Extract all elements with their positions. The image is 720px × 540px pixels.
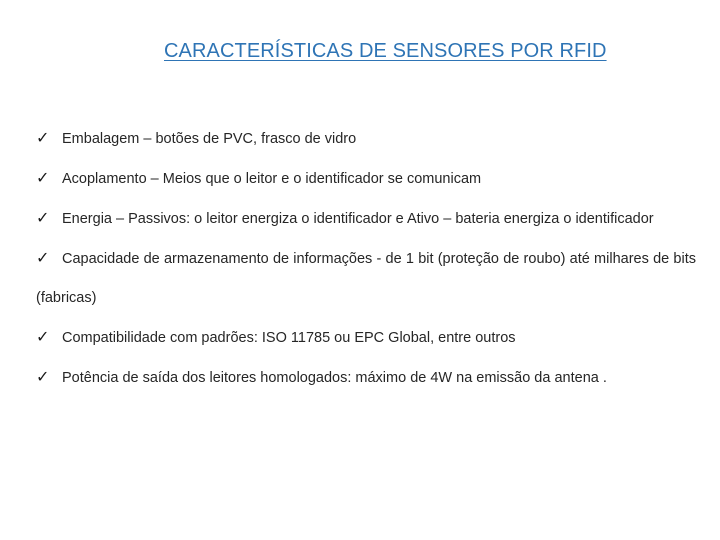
bullet-item (36, 318, 696, 358)
bullet-text: Acoplamento – Meios que o leitor e o identificador se comunicam (62, 171, 482, 187)
bullet-item (36, 199, 696, 239)
bullet-item (36, 119, 696, 159)
check-mark-icon: ✓ (36, 329, 50, 346)
check-mark-icon: ✓ (36, 130, 50, 147)
bullet-text: Compatibilidade com padrões: ISO 11785 ou EPC Global, entre outros (62, 330, 516, 346)
check-mark-icon: ✓ (36, 250, 50, 267)
check-mark-icon: ✓ (36, 369, 50, 386)
bullet-item (36, 358, 696, 398)
check-mark-icon: ✓ (36, 210, 50, 227)
slide-title: CARACTERÍSTICAS DE SENSORES POR RFID (164, 40, 607, 62)
bullet-item (36, 159, 696, 199)
bullet-text: Capacidade de armazenamento de informações - de 1 bit (proteção de roubo) até milhares de bits (fabricas) (36, 251, 696, 306)
bullet-item (36, 239, 696, 318)
bullet-list (36, 119, 696, 398)
check-mark-icon: ✓ (36, 170, 50, 187)
bullet-text: Potência de saída dos leitores homologados: máximo de 4W na emissão da antena . (62, 370, 607, 386)
bullet-text: Energia – Passivos: o leitor energiza o identificador e Ativo – bateria energiza o identificador (62, 211, 654, 227)
bullet-text: Embalagem – botões de PVC, frasco de vidro (62, 131, 357, 147)
